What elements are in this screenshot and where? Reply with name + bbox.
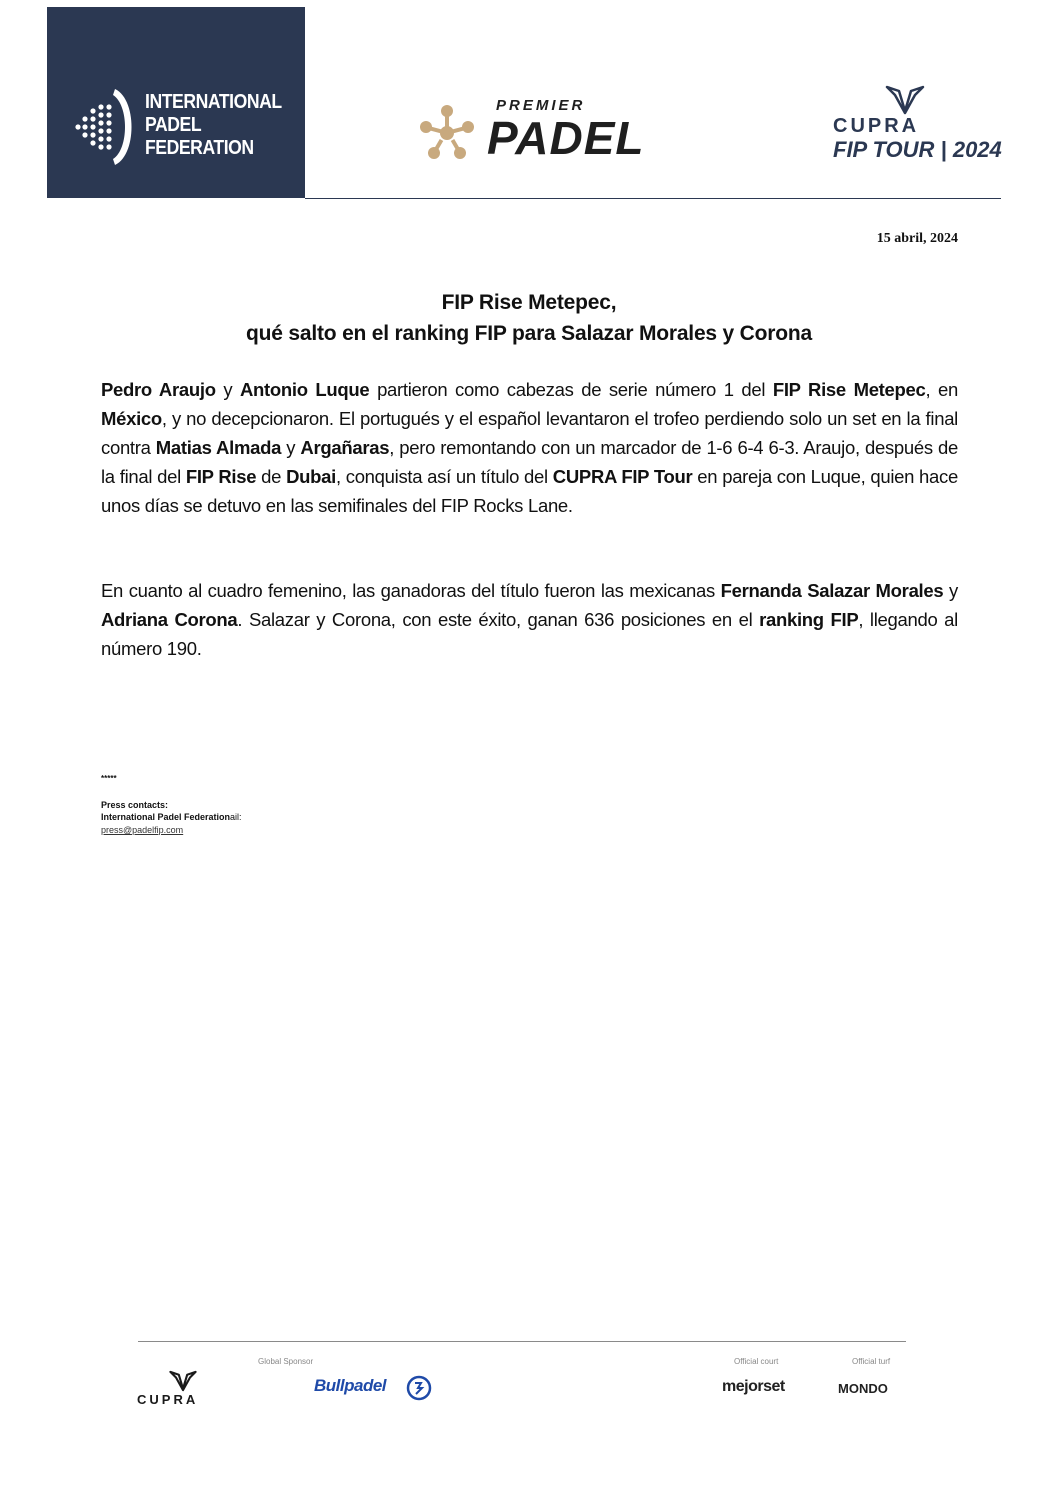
cupra-footer-emblem-icon [169,1370,197,1392]
press-contacts-label: Press contacts: [101,800,169,810]
bold-text-run: CUPRA FIP Tour [552,466,693,487]
official-turf-label: Official turf [852,1357,891,1366]
text-run: , llegando al número 190. [101,609,958,659]
mondo-logo: MONDO [838,1381,888,1396]
text-run: , y no decepcionaron. El portugués y el español levantaron el trofeo perdiendo solo un set en la final contra [101,408,958,458]
text-run: de [256,466,287,487]
press-org-suffix: ail: [230,812,242,822]
ipf-header-block [47,7,305,198]
bold-text-run: Dubai [286,466,336,487]
ipf-line-2: PADEL [145,114,202,136]
bold-text-run: FIP Rise [185,466,257,487]
padel-wordmark: PADEL [487,112,645,164]
text-run: y [215,379,240,400]
text-run: partieron como cabezas de serie número 1 del [369,379,773,400]
title-line-2: qué salto en el ranking FIP para Salazar Morales y Corona [246,322,812,345]
document-title [100,287,958,349]
bold-text-run: México [101,408,162,429]
bold-text-run: Matias Almada [155,437,282,458]
bullpadel-logo: Bullpadel [314,1376,387,1395]
text-run: . Salazar y Corona, con este éxito, ganan 636 posiciones en el [237,609,760,630]
cupra-emblem-icon [885,85,925,115]
fip-tour-2024-label: FIP TOUR | 2024 [833,137,1002,162]
text-run: , en [925,379,958,400]
global-sponsor-label: Global Sponsor [258,1357,314,1366]
official-court-label: Official court [734,1357,779,1366]
ipf-ball-icon [75,85,135,169]
text-run: , conquista así un título del [335,466,553,487]
mejorset-logo: mejorset [722,1378,785,1395]
text-run: , pero remontando con un marcador de 1-6 6-4 6-3. Araujo, después de la final del [101,437,958,487]
bullpadel-emblem-icon [406,1375,432,1401]
premier-padel-logo [412,95,702,170]
bold-text-run: Antonio Luque [239,379,370,400]
text-run: y [281,437,301,458]
cupra-footer-wordmark: CUPRA [137,1392,199,1407]
bold-text-run: Pedro Araujo [101,379,216,400]
separator-stars: ***** [101,774,117,783]
text-run: En cuanto al cuadro femenino, las ganadoras del título fueron las mexicanas [101,580,721,601]
document-date: 15 abril, 2024 [876,231,958,246]
press-organization [101,812,242,822]
text-run: y [943,580,959,601]
bold-text-run: Adriana Corona [101,609,238,630]
ipf-line-1: INTERNATIONAL [145,91,282,113]
header-divider [305,198,1001,199]
bold-text-run: ranking FIP [759,609,859,630]
cupra-wordmark: CUPRA [833,115,920,137]
paragraph-1 [101,375,958,520]
bold-text-run: Argañaras [300,437,390,458]
ipf-wordmark [145,91,282,160]
title-line-1: FIP Rise Metepec, [441,291,617,314]
cupra-fip-tour-logo [833,85,1002,170]
footer-divider [138,1341,906,1342]
cupra-footer-logo [137,1370,229,1410]
press-org-name: International Padel Federation [101,812,231,822]
bold-text-run: FIP Rise Metepec [772,379,926,400]
premier-padel-star-icon [412,95,482,170]
press-email-link[interactable]: press@padelfip.com [101,825,184,835]
bold-text-run: Fernanda Salazar Morales [720,580,944,601]
text-run: en pareja con Luque, quien hace unos días se detuvo en las semifinales del FIP Rocks Lane. [101,466,958,516]
paragraph-2 [101,576,958,663]
ipf-line-3: FEDERATION [145,137,254,159]
premier-wordmark: PREMIER [496,97,586,114]
